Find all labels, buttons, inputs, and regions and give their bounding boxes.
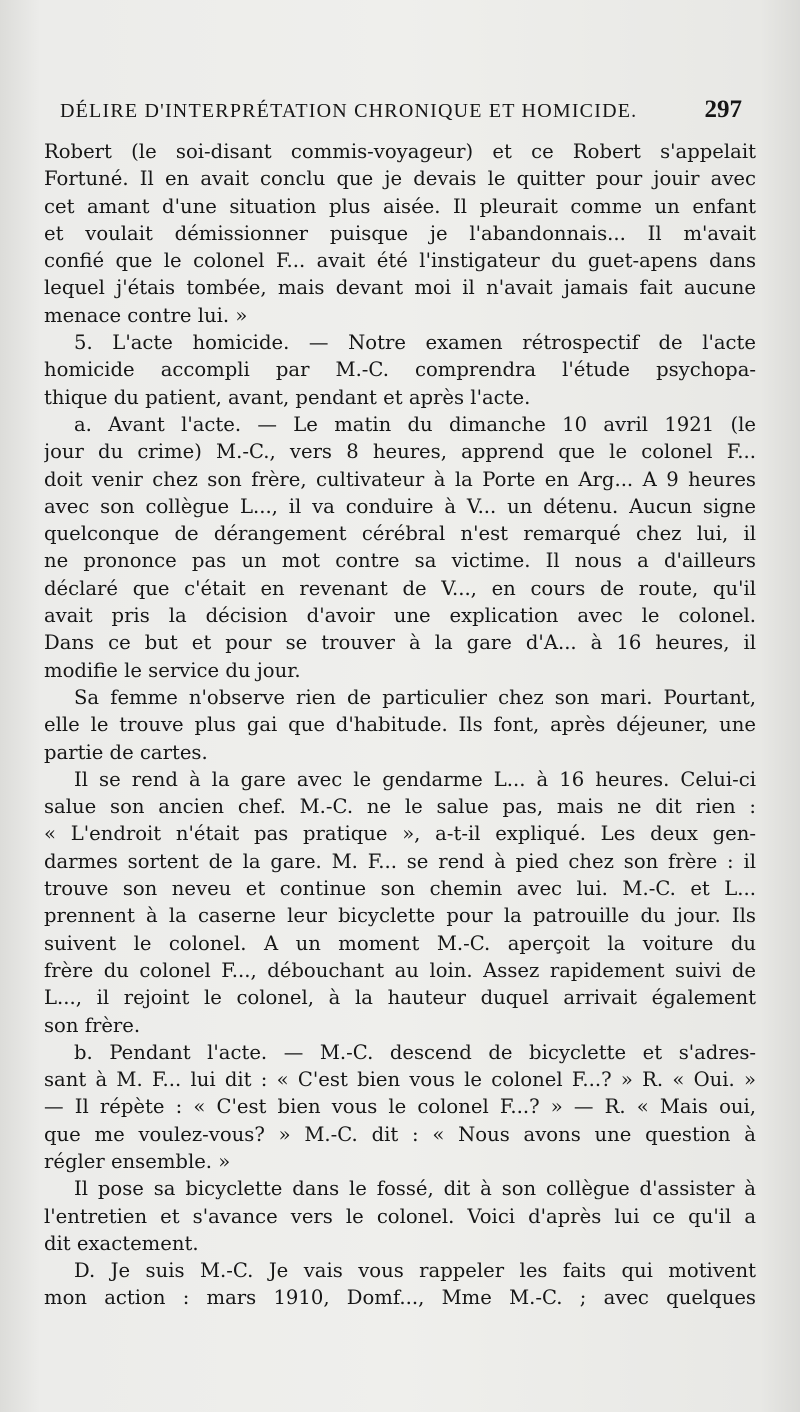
- text-line: ne prononce pas un mot contre sa victime. Il nous a d'ailleurs: [44, 549, 756, 573]
- text-line: sant à M. F... lui dit : « C'est bien vous le colonel F...? » R. « Oui. »: [44, 1068, 756, 1092]
- text-line: L..., il rejoint le colonel, à la hauteur duquel arrivait également: [44, 986, 756, 1010]
- text-line: « L'endroit n'était pas pratique », a-t-il expliqué. Les deux gen-: [44, 822, 756, 846]
- text-line: partie de cartes.: [44, 740, 208, 764]
- text-line: avec son collègue L..., il va conduire à V... un détenu. Aucun signe: [44, 494, 756, 518]
- text-line: 5. L'acte homicide. — Notre examen rétrospectif de l'acte: [74, 331, 756, 355]
- text-line: Il se rend à la gare avec le gendarme L... à 16 heures. Celui-ci: [74, 767, 756, 791]
- page-header: [60, 96, 742, 128]
- text-line: prennent à la caserne leur bicyclette pour la patrouille du jour. Ils: [44, 904, 756, 928]
- text-line: Sa femme n'observe rien de particulier chez son mari. Pourtant,: [74, 685, 756, 709]
- text-line: avait pris la décision d'avoir une explication avec le colonel.: [44, 604, 756, 628]
- text-line: dit exactement.: [44, 1231, 199, 1255]
- text-line: et voulait démissionner puisque je l'abandonnais... Il m'avait: [44, 221, 756, 245]
- text-line: lequel j'étais tombée, mais devant moi il n'avait jamais fait aucune: [44, 276, 756, 300]
- text-line: Il pose sa bicyclette dans le fossé, dit à son collègue d'assister à: [74, 1177, 756, 1201]
- text-line: menace contre lui. »: [44, 303, 248, 327]
- text-line: régler ensemble. »: [44, 1149, 231, 1173]
- text-line: Fortuné. Il en avait conclu que je devais le quitter pour jouir avec: [44, 167, 756, 191]
- text-line: quelconque de dérangement cérébral n'est remarqué chez lui, il: [44, 522, 756, 546]
- text-line: b. Pendant l'acte. — M.-C. descend de bicyclette et s'adres-: [74, 1040, 756, 1064]
- text-line: homicide accompli par M.-C. comprendra l'étude psychopa-: [44, 358, 756, 382]
- text-line: darmes sortent de la gare. M. F... se rend à pied chez son frère : il: [44, 849, 756, 873]
- page-number: 297: [704, 96, 742, 123]
- text-line: Robert (le soi-disant commis-voyageur) et ce Robert s'appelait: [44, 140, 756, 163]
- text-line: cet amant d'une situation plus aisée. Il pleurait comme un enfant: [44, 194, 756, 218]
- text-line: salue son ancien chef. M.-C. ne le salue pas, mais ne dit rien :: [44, 795, 756, 819]
- text-line: mon action : mars 1910, Domf..., Mme M.-C. ; avec quelques: [44, 1286, 756, 1310]
- text-line: doit venir chez son frère, cultivateur à la Porte en Arg... A 9 heures: [44, 467, 756, 491]
- body-text: [44, 138, 756, 1312]
- text-line: l'entretien et s'avance vers le colonel. Voici d'après lui ce qu'il a: [44, 1204, 756, 1228]
- text-line: confié que le colonel F... avait été l'instigateur du guet-apens dans: [44, 249, 756, 273]
- text-line: jour du crime) M.-C., vers 8 heures, apprend que le colonel F...: [44, 440, 756, 464]
- text-line: frère du colonel F..., débouchant au loin. Assez rapidement suivi de: [44, 958, 756, 982]
- text-line: que me voulez-vous? » M.-C. dit : « Nous avons une question à: [44, 1122, 756, 1146]
- text-line: suivent le colonel. A un moment M.-C. aperçoit la voiture du: [44, 931, 756, 955]
- running-head: DÉLIRE D'INTERPRÉTATION CHRONIQUE ET HOMICIDE.: [60, 100, 638, 122]
- text-line: thique du patient, avant, pendant et après l'acte.: [44, 385, 531, 409]
- text-line: Dans ce but et pour se trouver à la gare d'A... à 16 heures, il: [44, 631, 756, 655]
- text-line: trouve son neveu et continue son chemin avec lui. M.-C. et L...: [44, 877, 756, 901]
- text-line: a. Avant l'acte. — Le matin du dimanche 10 avril 1921 (le: [74, 412, 756, 436]
- text-line: son frère.: [44, 1013, 141, 1037]
- text-line: — Il répète : « C'est bien vous le colonel F...? » — R. « Mais oui,: [44, 1095, 756, 1119]
- text-line: elle le trouve plus gai que d'habitude. Ils font, après déjeuner, une: [44, 713, 756, 737]
- text-line: déclaré que c'était en revenant de V..., en cours de route, qu'il: [44, 576, 756, 600]
- text-line: D. Je suis M.-C. Je vais vous rappeler les faits qui motivent: [74, 1259, 756, 1283]
- text-line: modifie le service du jour.: [44, 658, 301, 682]
